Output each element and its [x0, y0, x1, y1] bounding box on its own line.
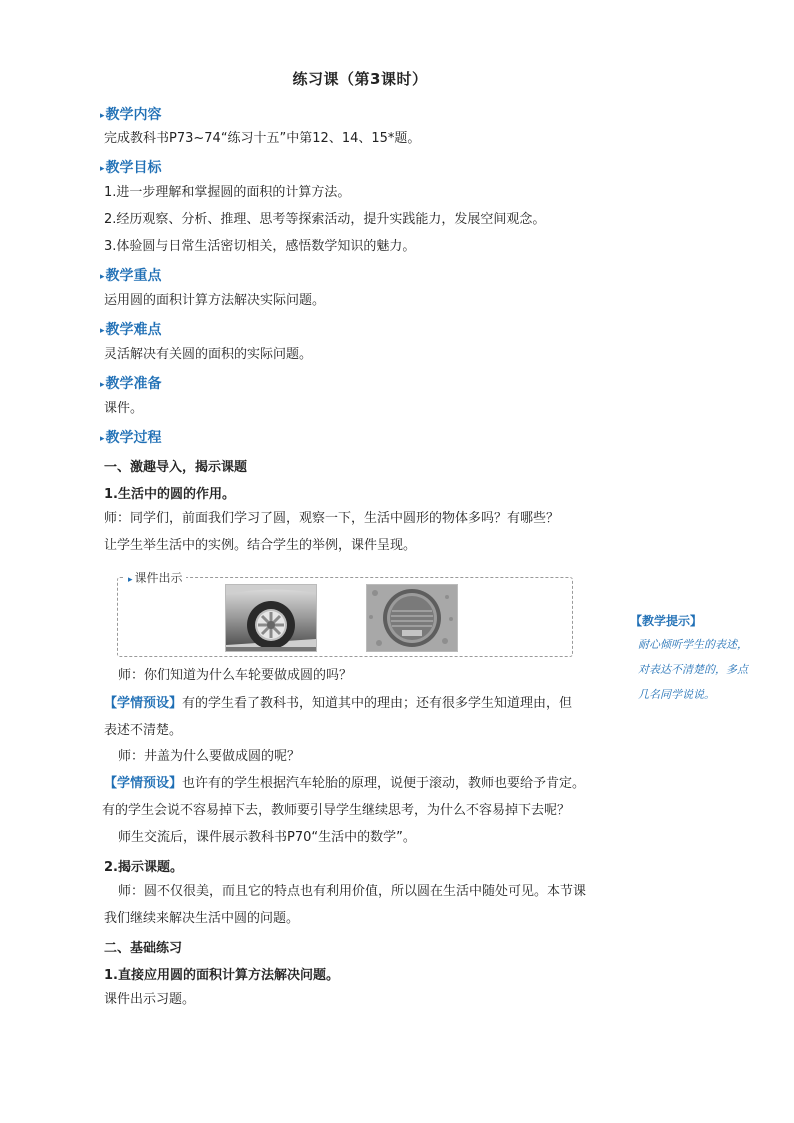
paragraph-line: 表述不清楚。	[104, 723, 183, 738]
triangle-marker-icon: ▸	[100, 380, 105, 390]
paragraph-line: 让学生举生活中的实例。结合学生的举例，课件呈现。	[104, 538, 417, 553]
paragraph-line: 有的学生会说不容易掉下去，教师要引导学生继续思考，为什么不容易掉下去呢？	[102, 803, 571, 818]
goal-item: 2.经历观察、分析、推理、思考等探索活动，提升实践能力，发展空间观念。	[104, 212, 546, 227]
section-heading-content: ▸教学内容	[100, 107, 162, 123]
paragraph-line: 【学情预设】也许有的学生根据汽车轮胎的原理，说便于滚动，教师也要给予肯定。	[104, 776, 586, 791]
teaching-tip-title: 【教学提示】	[630, 614, 703, 628]
paragraph-line: 【学情预设】有的学生看了教科书，知道其中的理由；还有很多学生知道理由，但	[104, 696, 573, 711]
triangle-marker-icon: ▸	[100, 272, 105, 282]
triangle-marker-icon: ▸	[100, 326, 105, 336]
paragraph-line: 我们继续来解决生活中圆的问题。	[104, 911, 300, 926]
courseware-box	[117, 577, 573, 657]
goal-item: 1.进一步理解和掌握圆的面积的计算方法。	[104, 185, 351, 200]
part1-title: 一、激趣导入，揭示课题	[104, 460, 248, 475]
key-text: 运用圆的面积计算方法解决实际问题。	[104, 293, 326, 308]
section-heading-key: ▸教学重点	[100, 268, 162, 284]
courseware-label: ▸ 课件出示	[125, 569, 186, 586]
step2-title: 2.揭示课题。	[104, 860, 183, 875]
car-wheel-photo	[225, 584, 317, 652]
part2-title: 二、基础练习	[104, 941, 183, 956]
manhole-cover-image	[367, 585, 457, 651]
triangle-marker-icon: ▸	[100, 434, 105, 444]
content-text: 完成教科书P73~74“练习十五”中第12、14、15*题。	[104, 131, 421, 146]
page-title: 练习课（第3课时）	[292, 70, 428, 88]
paragraph-line: 师：你们知道为什么车轮要做成圆的吗？	[118, 668, 353, 683]
step1-title: 1.生活中的圆的作用。	[104, 487, 235, 502]
paragraph-line: 课件出示习题。	[104, 992, 196, 1007]
goal-item: 3.体验圆与日常生活密切相关，感悟数学知识的魅力。	[104, 239, 416, 254]
section-heading-goals: ▸教学目标	[100, 160, 162, 176]
manhole-cover-photo	[366, 584, 458, 652]
step3-title: 1.直接应用圆的面积计算方法解决问题。	[104, 968, 339, 983]
prep-text: 课件。	[104, 401, 144, 416]
section-heading-prep: ▸教学准备	[100, 376, 162, 392]
paragraph-line: 师：井盖为什么要做成圆的呢？	[118, 749, 301, 764]
paragraph-line: 师：同学们，前面我们学习了圆，观察一下，生活中圆形的物体多吗？有哪些？	[104, 511, 560, 526]
triangle-marker-icon: ▸	[100, 111, 105, 121]
paragraph-line: 师生交流后，课件展示教科书P70“生活中的数学”。	[118, 830, 416, 845]
section-heading-difficulty: ▸教学难点	[100, 322, 162, 338]
situation-tag: 【学情预设】	[104, 776, 183, 791]
difficulty-text: 灵活解决有关圆的面积的实际问题。	[104, 347, 313, 362]
paragraph-line: 师：圆不仅很美，而且它的特点也有利用价值，所以圆在生活中随处可见。本节课	[118, 884, 587, 899]
car-wheel-image	[226, 585, 316, 651]
section-heading-process: ▸教学过程	[100, 430, 162, 446]
teaching-tip-text: 耐心倾听学生的表述，对表达不清楚的，多点几名同学说说。	[638, 638, 748, 701]
situation-tag: 【学情预设】	[104, 696, 183, 711]
triangle-marker-icon: ▸	[100, 164, 105, 174]
triangle-marker-icon: ▸	[128, 575, 133, 585]
